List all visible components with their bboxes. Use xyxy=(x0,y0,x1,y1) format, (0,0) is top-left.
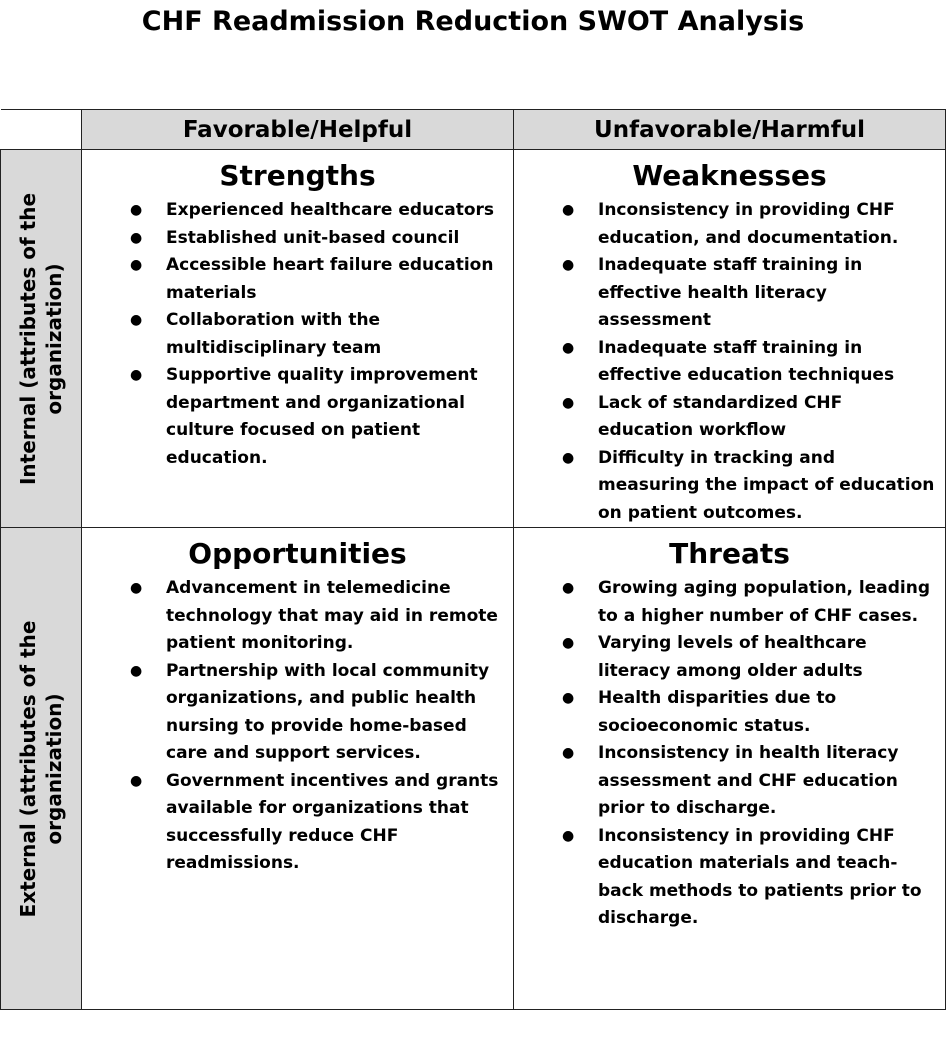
bullet-icon: ● xyxy=(562,635,575,651)
list-item: ● Varying levels of healthcare literacy among older adults xyxy=(514,630,945,685)
opportunities-quadrant xyxy=(82,528,514,1010)
page-title: CHF Readmission Reduction SWOT Analysis xyxy=(141,6,805,37)
list-item: ● Established unit-based council xyxy=(82,225,513,253)
row-header-internal-line2: organization) xyxy=(42,262,66,415)
threats-quadrant xyxy=(514,528,946,1010)
list-item: ● Accessible heart failure education materials xyxy=(82,252,513,307)
list-item: ● Inconsistency in providing CHF education, and documentation. xyxy=(514,197,945,252)
bullet-icon: ● xyxy=(130,580,143,596)
column-header-favorable: Favorable/Helpful xyxy=(82,110,514,150)
bullet-icon: ● xyxy=(130,312,143,328)
opportunities-list xyxy=(82,575,513,878)
weaknesses-quadrant xyxy=(514,150,946,528)
weaknesses-list xyxy=(514,197,945,527)
bullet-icon: ● xyxy=(562,745,575,761)
bullet-icon: ● xyxy=(130,367,143,383)
bullet-icon: ● xyxy=(562,202,575,218)
strengths-list xyxy=(82,197,513,472)
list-item: ● Difficulty in tracking and measuring the impact of education on patient outcomes. xyxy=(514,445,945,528)
swot-grid xyxy=(0,109,946,1010)
list-item: ● Growing aging population, leading to a higher number of CHF cases. xyxy=(514,575,945,630)
list-item: ● Inconsistency in providing CHF education materials and teach-back methods to patients prior to discharge. xyxy=(514,823,945,933)
list-item: ● Inconsistency in health literacy assessment and CHF education prior to discharge. xyxy=(514,740,945,823)
row-header-external xyxy=(1,528,82,1010)
weaknesses-title: Weaknesses xyxy=(632,159,827,192)
list-item: ● Lack of standardized CHF education workflow xyxy=(514,390,945,445)
corner-cell xyxy=(1,110,82,150)
list-item: ● Supportive quality improvement department and organizational culture focused on patient education. xyxy=(82,362,513,472)
column-header-unfavorable: Unfavorable/Harmful xyxy=(514,110,946,150)
strengths-title: Strengths xyxy=(219,159,376,192)
bullet-icon: ● xyxy=(562,394,575,411)
bullet-icon: ● xyxy=(130,229,143,246)
bullet-icon: ● xyxy=(562,257,575,273)
list-item: ● Partnership with local community organizations, and public health nursing to provide home-based care and support services. xyxy=(82,658,513,768)
list-item: ● Health disparities due to socioeconomic status. xyxy=(514,685,945,740)
bullet-icon: ● xyxy=(130,662,143,679)
list-item: ● Experienced healthcare educators xyxy=(82,197,513,225)
threats-list xyxy=(514,575,945,933)
row-header-internal xyxy=(1,150,82,528)
list-item: ● Advancement in telemedicine technology that may aid in remote patient monitoring. xyxy=(82,575,513,658)
bullet-icon: ● xyxy=(130,772,143,789)
list-item: ● Inadequate staff training in effective health literacy assessment xyxy=(514,252,945,335)
bullet-icon: ● xyxy=(562,580,575,596)
row-header-external-line1: External (attributes of the xyxy=(16,620,40,917)
bullet-icon: ● xyxy=(562,339,575,356)
list-item: ● Inadequate staff training in effective education techniques xyxy=(514,335,945,390)
row-header-external-line2: organization) xyxy=(42,692,66,845)
bullet-icon: ● xyxy=(562,449,575,466)
row-header-internal-line1: Internal (attributes of the xyxy=(16,192,40,485)
bullet-icon: ● xyxy=(562,690,575,706)
bullet-icon: ● xyxy=(130,202,143,218)
strengths-quadrant xyxy=(82,150,514,528)
list-item: ● Government incentives and grants available for organizations that successfully reduce CHF readmissions. xyxy=(82,768,513,878)
list-item: ● Collaboration with the multidisciplinary team xyxy=(82,307,513,362)
bullet-icon: ● xyxy=(562,827,575,844)
bullet-icon: ● xyxy=(130,257,143,273)
opportunities-title: Opportunities xyxy=(188,537,407,570)
threats-title: Threats xyxy=(669,537,790,570)
